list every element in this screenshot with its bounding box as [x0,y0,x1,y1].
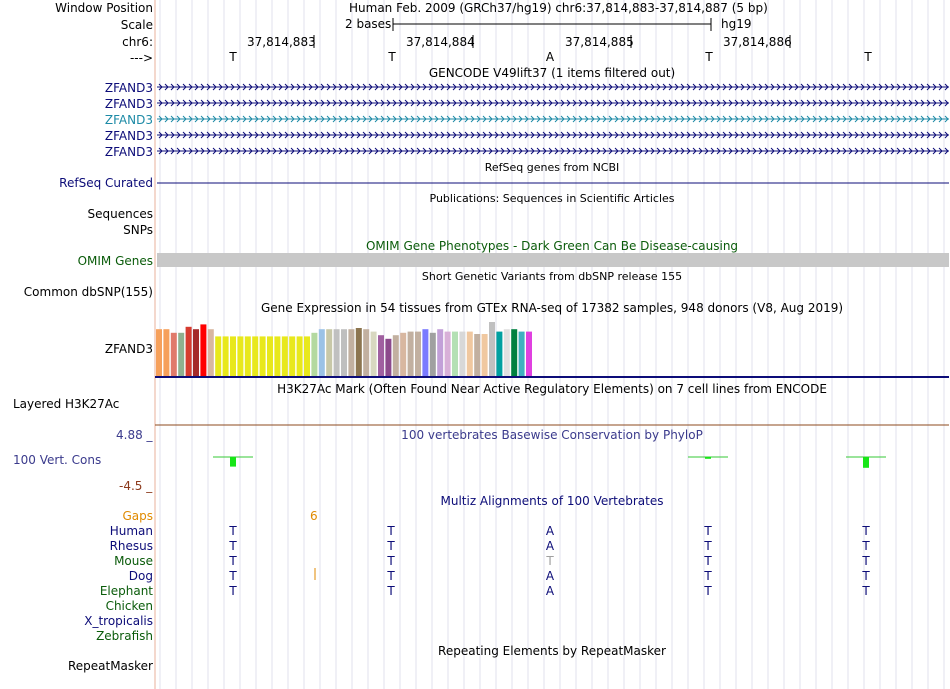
repeatmasker-track-title[interactable]: Repeating Elements by RepeatMasker [438,644,666,658]
multiz-base-letter: T [704,569,712,583]
multiz-base-letter: T [387,554,395,568]
multiz-base-letter: A [545,584,555,598]
phylop-track-label[interactable]: 100 Vert. Cons [13,453,102,467]
position-tick-label: 37,814,884 [406,35,475,49]
gtex-tissue-bar [237,336,243,376]
gtex-tissue-bar [474,334,480,376]
gtex-tissue-bar [208,329,214,376]
gtex-tissue-bar [252,336,258,376]
refseq-track-title[interactable]: RefSeq genes from NCBI [484,161,620,174]
gencode-item-label[interactable]: ZFAND3 [104,145,153,159]
gtex-tissue-bar [445,332,451,376]
gtex-tissue-bar [193,329,199,376]
gtex-tissue-bar [171,333,177,376]
scale-assembly: hg19 [721,17,752,31]
gtex-track-title[interactable]: Gene Expression in 54 tissues from GTEx RNA-seq of 17382 samples, 948 donors (V8, Aug 2019) [260,301,844,315]
gtex-tissue-bar [489,322,495,376]
gtex-tissue-bar [230,336,236,376]
gtex-tissue-bar [504,329,510,376]
multiz-base-letter: T [862,584,870,598]
position-tick-label: 37,814,886 [723,35,792,49]
multiz-base-letter: T [229,584,237,598]
gtex-tissue-bar [393,335,399,376]
gtex-tissue-bar [289,336,295,376]
multiz-base-letter: T [862,524,870,538]
window-position-label: Window Position [55,1,153,15]
gencode-track-title[interactable]: GENCODE V49lift37 (1 items filtered out) [428,66,676,80]
gtex-tissue-bar [282,336,288,376]
multiz-base-letter: T [387,524,395,538]
multiz-species-label[interactable]: Dog [128,569,153,583]
multiz-species-label[interactable]: Elephant [99,584,153,598]
multiz-base-letter: T [704,539,712,553]
gtex-tissue-bar [200,324,206,376]
gtex-tissue-bar [326,329,332,376]
base-letter: T [229,50,237,64]
multiz-base-letter: T [546,554,554,568]
multiz-base-letter: T [387,569,395,583]
multiz-base-letter: T [229,569,237,583]
strand-label[interactable]: ---> [129,51,153,65]
multiz-gaps-label[interactable]: Gaps [122,509,153,523]
gtex-tissue-bar [430,333,436,376]
gtex-tissue-bar [334,329,340,376]
base-letter: T [864,50,872,64]
gtex-tissue-bar [467,332,473,376]
gtex-tissue-bar [459,332,465,376]
phylop-score-bar [705,457,711,459]
omim-gene-band [157,253,949,267]
gtex-tissue-bar [356,328,362,376]
multiz-base-letter: T [704,584,712,598]
dbsnp-track-title[interactable]: Short Genetic Variants from dbSNP release 155 [421,270,683,283]
phylop-track-title[interactable]: 100 vertebrates Basewise Conservation by PhyloP [401,428,703,442]
gtex-tissue-bar [511,329,517,376]
multiz-species-label[interactable]: X_tropicalis [84,614,153,628]
omim-track-title[interactable]: OMIM Gene Phenotypes - Dark Green Can Be Disease-causing [365,239,739,253]
multiz-species-label[interactable]: Human [109,524,153,538]
gtex-tissue-bar [260,336,266,376]
gtex-tissue-bar [297,336,303,376]
publications-sub-label[interactable]: SNPs [123,223,153,237]
gtex-tissue-bar [348,329,354,376]
multiz-base-letter: T [387,539,395,553]
dbsnp-track-label[interactable]: Common dbSNP(155) [23,285,153,299]
gtex-tissue-bar [526,332,532,376]
window-position-value[interactable]: Human Feb. 2009 (GRCh37/hg19) chr6:37,814,883-37,814,887 (5 bp) [349,1,768,15]
scale-text: 2 bases [345,17,392,31]
gtex-tissue-bar [163,329,169,376]
multiz-base-letter: A [545,524,555,538]
gencode-item-label[interactable]: ZFAND3 [104,97,153,111]
multiz-base-letter: A [545,539,555,553]
multiz-species-label[interactable]: Mouse [114,554,153,568]
gtex-tissue-bar [274,336,280,376]
gtex-tissue-bar [400,333,406,376]
gtex-track-label[interactable]: ZFAND3 [104,342,153,356]
repeatmasker-track-label[interactable]: RepeatMasker [67,659,153,673]
position-tick-label: 37,814,883 [247,35,316,49]
multiz-track-title[interactable]: Multiz Alignments of 100 Vertebrates [440,494,664,508]
multiz-base-letter: T [229,554,237,568]
multiz-base-letter: A [545,569,555,583]
h3k27ac-track-label[interactable]: Layered H3K27Ac [13,397,120,411]
multiz-base-letter: T [229,539,237,553]
publications-track-title[interactable]: Publications: Sequences in Scientific Articles [429,192,675,205]
gencode-item-label[interactable]: ZFAND3 [104,129,153,143]
gtex-tissue-bar [363,329,369,376]
gtex-tissue-bar [186,327,192,376]
gtex-tissue-bar [437,329,443,376]
gtex-tissue-bar [267,336,273,376]
multiz-base-letter: T [229,524,237,538]
multiz-base-letter: T [862,569,870,583]
multiz-base-letter: T [704,524,712,538]
multiz-species-label[interactable]: Rhesus [109,539,153,553]
phylop-score-bar [230,457,236,467]
gtex-tissue-bar [452,332,458,376]
omim-track-label[interactable]: OMIM Genes [77,254,153,268]
gtex-tissue-bar [378,335,384,376]
gtex-tissue-bar [223,336,229,376]
gtex-tissue-bar [408,332,414,376]
gtex-tissue-bar [215,336,221,376]
gtex-tissue-bar [319,329,325,376]
multiz-base-letter: T [862,539,870,553]
gtex-tissue-bar [385,339,391,376]
gtex-tissue-bar [341,329,347,376]
chrom-label[interactable]: chr6: [122,35,153,49]
h3k27ac-track-title[interactable]: H3K27Ac Mark (Often Found Near Active Regulatory Elements) on 7 cell lines from ENCODE [277,382,827,396]
gtex-tissue-bar [178,333,184,376]
multiz-base-letter: T [862,554,870,568]
gtex-tissue-bar [245,336,251,376]
position-tick-label: 37,814,885 [565,35,634,49]
multiz-species-label[interactable]: Chicken [105,599,153,613]
base-letter: T [388,50,396,64]
refseq-track-label[interactable]: RefSeq Curated [59,176,153,190]
phylop-score-bar [863,457,869,468]
gencode-item-label[interactable]: ZFAND3 [104,81,153,95]
gtex-tissue-bar [304,336,310,376]
gtex-tissue-bar [496,332,502,376]
gtex-tissue-bar [371,332,377,376]
phylop-min-label: -4.5 _ [119,479,153,493]
gtex-tissue-bar [482,334,488,376]
scale-label: Scale [120,18,153,32]
gtex-tissue-bar [519,332,525,376]
multiz-base-letter: T [387,584,395,598]
gtex-tissue-bar [422,329,428,376]
multiz-gaps-value: 6 [310,509,318,523]
gtex-tissue-bar [415,332,421,376]
gtex-tissue-bar [156,329,162,376]
gtex-tissue-bar [311,333,317,376]
multiz-species-label[interactable]: Zebrafish [96,629,153,643]
base-letter: A [545,50,555,64]
multiz-base-letter: T [704,554,712,568]
phylop-max-label: 4.88 _ [116,428,153,442]
publications-sub-label[interactable]: Sequences [87,207,153,221]
gencode-item-label[interactable]: ZFAND3 [104,113,153,127]
base-letter: T [705,50,713,64]
